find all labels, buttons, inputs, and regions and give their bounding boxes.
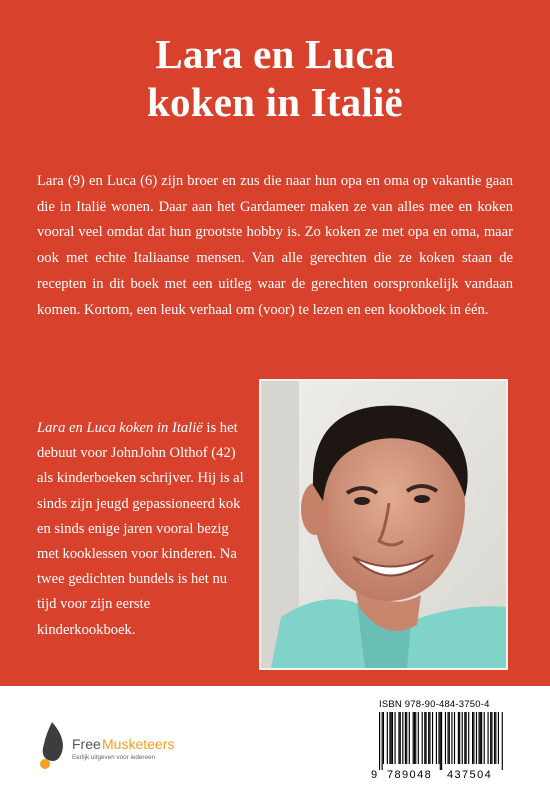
book-blurb: Lara (9) en Luca (6) zijn broer en zus die naar hun opa en oma op vakantie gaan die in Italië wonen. Daar aan het Gardameer maken ze van alles mee en koken vooral veel omdat dat hun grootste hobby is. Zo koken ze met opa en oma, maar ook met echte Italiaanse mensen. Van alle gerechten die ze koken staan de recepten in dit boek met een uitleg waar de gerechten oorspronkelijk vandaan komen. Kortom, een leuk verhaal om (voor) te lezen en een kookboek in één. [37, 173, 513, 318]
barcode-bar [414, 712, 415, 764]
barcode-bar [454, 712, 455, 764]
barcode-bar [447, 712, 448, 764]
barcode-bar [422, 712, 423, 764]
barcode-bar [405, 712, 406, 764]
barcode-bar [438, 712, 439, 764]
barcode-digit-first: 9 [371, 769, 379, 781]
barcode-bar [472, 712, 473, 764]
barcode-bar [391, 712, 392, 764]
barcode-bar [440, 712, 441, 770]
publisher-logo [36, 720, 216, 780]
bio-text: is het debuut voor JohnJohn Olthof (42) als kinderboeken schrijver. Hij is al sinds zijn jeugd gepassioneerd kok en sinds enige jaren vooral bezig met kooklessen voor kinderen. Na twee gedichten bundels is het nu tijd voor zijn eerste kinderkookboek. [37, 420, 244, 638]
barcode-bar [494, 712, 495, 764]
bio-book-title: Lara en Luca koken in Italië [37, 420, 203, 436]
author-bio [37, 416, 249, 643]
barcode-bar [424, 712, 425, 764]
barcode-bar [462, 712, 463, 764]
barcode-bar [473, 712, 474, 764]
barcode-bar [426, 712, 427, 764]
barcode-bar [409, 712, 410, 764]
barcode-bar [398, 712, 399, 764]
barcode-bar [476, 712, 477, 764]
barcode-bar [488, 712, 489, 764]
barcode-bar [445, 712, 446, 764]
barcode-bar [418, 712, 419, 764]
barcode-bar [429, 712, 430, 764]
barcode-bar [449, 712, 450, 764]
barcode-bar [392, 712, 393, 764]
barcode-bar [387, 712, 388, 764]
barcode-bar [491, 712, 492, 764]
barcode-bar [415, 712, 416, 764]
barcode-bar [395, 712, 396, 764]
barcode-bar [495, 712, 496, 764]
barcode-bar [484, 712, 485, 764]
barcode-bar [436, 712, 437, 764]
publisher-name-free: Free [72, 736, 101, 752]
title-line-1: Lara en Luca [155, 31, 395, 77]
publisher-name-musketeers: Musketeers [102, 736, 175, 752]
barcode-bar [406, 712, 407, 764]
barcode-bar [458, 712, 459, 764]
isbn-label: ISBN 978-90-484-3750-4 [379, 699, 490, 710]
barcode-bar [441, 712, 442, 770]
barcode-bar [459, 712, 460, 764]
barcode-digits-left: 789048 [387, 769, 433, 781]
barcode [379, 712, 503, 770]
barcode-bar [379, 712, 380, 770]
barcode-bar [502, 712, 503, 770]
barcode-bar [402, 712, 403, 764]
barcode-bar [400, 712, 401, 764]
barcode-bar [478, 712, 479, 764]
barcode-bar [464, 712, 465, 764]
barcode-bar [389, 712, 390, 764]
quill-drop-icon [36, 720, 70, 770]
barcode-bar [468, 712, 469, 764]
barcode-bar [498, 712, 499, 764]
barcode-bar [432, 712, 433, 764]
barcode-digits-right: 437504 [447, 769, 493, 781]
barcode-bar [382, 712, 383, 770]
barcode-bar [480, 712, 481, 764]
author-photo [259, 379, 508, 670]
barcode-bar [428, 712, 429, 764]
barcode-bar [481, 712, 482, 764]
barcode-bar [413, 712, 414, 764]
book-title [0, 30, 550, 126]
title-line-2: koken in Italië [147, 79, 403, 125]
publisher-tagline: Eerlijk uitgeven voor iedereen [72, 754, 155, 761]
barcode-bar [451, 712, 452, 764]
barcode-bar [466, 712, 467, 764]
barcode-bar [383, 712, 384, 764]
isbn-barcode-box [369, 692, 510, 787]
barcode-bar [490, 712, 491, 764]
